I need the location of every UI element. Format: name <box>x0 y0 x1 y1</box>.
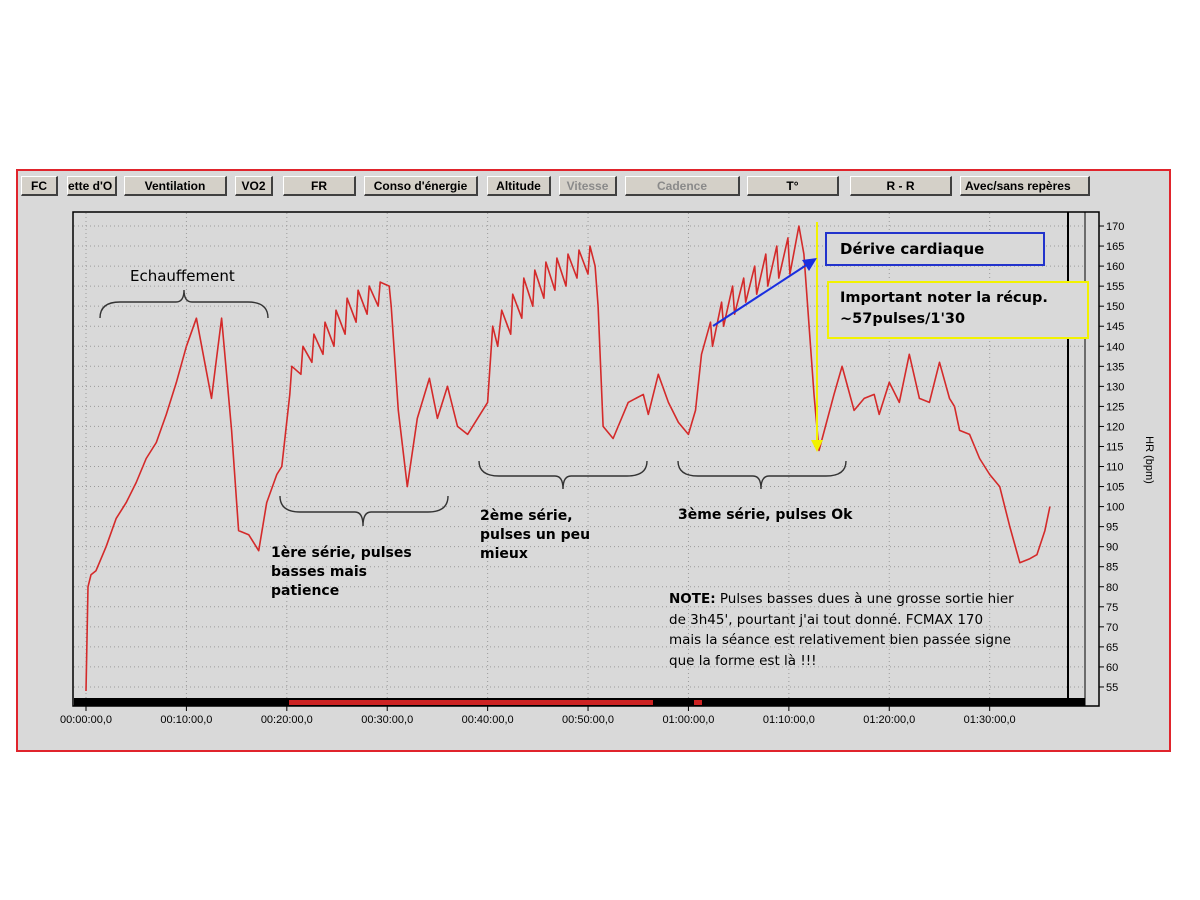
y-tick-label: 60 <box>1106 661 1119 674</box>
label-series1: 1ère série, pulses basses mais patience <box>271 545 412 599</box>
drift-label: Dérive cardiaque <box>840 240 985 258</box>
label-series3: 3ème série, pulses Ok <box>678 507 853 523</box>
y-axis <box>1099 221 1124 694</box>
x-tick-label: 00:00:00,0 <box>60 714 112 726</box>
y-tick-label: 165 <box>1106 241 1125 254</box>
y-tick-label: 80 <box>1106 581 1119 594</box>
tab-fc[interactable]: FC <box>21 176 58 196</box>
y-tick-label: 105 <box>1106 481 1125 494</box>
y-tick-label: 110 <box>1106 461 1124 474</box>
note-label: NOTE: <box>669 591 716 607</box>
tab-r-r[interactable]: R - R <box>850 176 952 196</box>
tab-vitesse[interactable]: Vitesse <box>559 176 617 196</box>
y-tick-label: 90 <box>1106 541 1119 554</box>
tab-vo2[interactable]: VO2 <box>235 176 273 196</box>
x-tick-label: 00:40:00,0 <box>461 714 514 726</box>
x-tick-label: 00:50:00,0 <box>562 714 615 726</box>
y-tick-label: 100 <box>1106 501 1125 514</box>
note-text <box>669 589 1019 671</box>
y-tick-label: 85 <box>1106 561 1119 574</box>
y-tick-label: 55 <box>1106 681 1119 694</box>
y-tick-label: 115 <box>1106 441 1124 454</box>
tab-temperature[interactable]: T° <box>747 176 839 196</box>
label-series2: 2ème série, pulses un peu mieux <box>480 508 591 562</box>
y-tick-label: 170 <box>1106 221 1125 234</box>
x-tick-label: 00:10:00,0 <box>160 714 213 726</box>
tab-fr[interactable]: FR <box>283 176 356 196</box>
recovery-label: Important noter la récup. ~57pulses/1'30 <box>840 290 1048 327</box>
y-tick-label: 145 <box>1106 321 1125 334</box>
x-tick-label: 01:20:00,0 <box>863 714 916 726</box>
tab-altitude[interactable]: Altitude <box>487 176 551 196</box>
tab-cadence[interactable]: Cadence <box>625 176 740 196</box>
marker-dot[interactable] <box>694 700 702 705</box>
y-tick-label: 120 <box>1106 421 1125 434</box>
tab-ventilation[interactable]: Ventilation <box>124 176 227 196</box>
y-axis-label: HR (bpm) <box>1143 436 1155 484</box>
y-tick-label: 155 <box>1106 281 1125 294</box>
x-tick-label: 01:00:00,0 <box>662 714 715 726</box>
x-tick-label: 00:30:00,0 <box>361 714 414 726</box>
tab-conso-energie[interactable]: Conso d'énergie <box>364 176 478 196</box>
y-tick-label: 65 <box>1106 641 1119 654</box>
y-tick-label: 135 <box>1106 361 1125 374</box>
y-tick-label: 125 <box>1106 401 1125 414</box>
marker-range-1[interactable] <box>289 700 653 705</box>
label-warmup: Echauffement <box>130 267 235 285</box>
tab-etiquette[interactable]: ette d'O <box>67 176 117 196</box>
y-tick-label: 70 <box>1106 621 1119 634</box>
x-tick-label: 01:10:00,0 <box>762 714 815 726</box>
tab-avec-sans-reperes[interactable]: Avec/sans repères <box>960 176 1090 196</box>
y-tick-label: 150 <box>1106 301 1125 314</box>
y-tick-label: 75 <box>1106 601 1119 614</box>
note-body: Pulses basses dues à une grosse sortie hier de 3h45', pourtant j'ai tout donné. FCMAX 170 mais la séance est relativement bien passée signe que la forme est là !!! <box>669 591 1014 669</box>
y-tick-label: 140 <box>1106 341 1125 354</box>
y-tick-label: 95 <box>1106 521 1119 534</box>
x-tick-label: 00:20:00,0 <box>260 714 313 726</box>
y-tick-label: 130 <box>1106 381 1125 394</box>
x-axis <box>60 706 1016 726</box>
y-tick-label: 160 <box>1106 261 1125 274</box>
x-tick-label: 01:30:00,0 <box>963 714 1016 726</box>
